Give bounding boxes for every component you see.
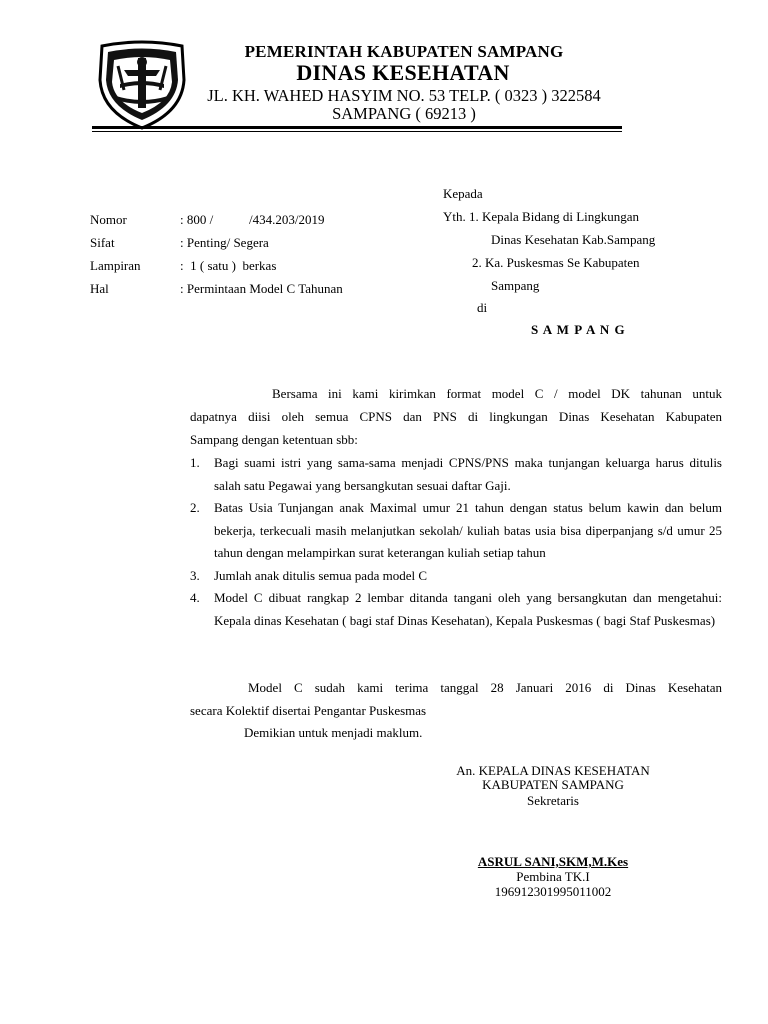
- list-item: [190, 565, 722, 588]
- provisions-list: [190, 452, 722, 632]
- list-item: [190, 452, 722, 497]
- recipient-di: di: [477, 300, 488, 315]
- recipient-kepada: Kepada: [443, 186, 483, 201]
- recipient-city: S A M P A N G: [531, 322, 626, 337]
- letterhead-address: JL. KH. WAHED HASYIM NO. 53 TELP. ( 0323 ) 322584: [207, 86, 601, 105]
- signatory-nip: 196912301995011002: [494, 884, 612, 899]
- intro-line-3: Sampang dengan ketentuan sbb:: [190, 432, 358, 447]
- recipient-line-3: 2. Ka. Puskesmas Se Kabupaten: [472, 255, 640, 270]
- meta-nomor-label: Nomor: [90, 212, 127, 227]
- meta-lampiran-value: : 1 ( satu ) berkas: [180, 258, 277, 273]
- meta-nomor-value: : 800 / /434.203/2019: [180, 212, 325, 227]
- intro-paragraph-line-1-wrap: [190, 386, 722, 402]
- list-item-number: 2.: [190, 500, 200, 515]
- list-item-number: 3.: [190, 567, 200, 583]
- intro-line-1: Bersama ini kami kirimkan format model C / model DK tahunan untuk: [272, 386, 722, 401]
- recipient-line-4: Sampang: [491, 278, 540, 293]
- signatory-name: ASRUL SANI,SKM,M.Kes: [477, 854, 629, 869]
- meta-lampiran-label: Lampiran: [90, 258, 141, 273]
- closing-line-1-wrap: [190, 680, 722, 696]
- list-item-text: Model C dibuat rangkap 2 lembar ditanda tangani oleh yang bersangkutan dan mengetahui: Kepala dinas Kesehatan ( bagi staf Dinas Kesehatan), Kepala Puskesmas ( bagi Staf Puskesmas): [214, 590, 722, 628]
- closing-line-2: secara Kolektif disertai Pengantar Puskesmas: [190, 703, 427, 718]
- list-item: [190, 587, 722, 632]
- list-item-text: Batas Usia Tunjangan anak Maximal umur 21 tahun dengan status belum kawin dan belum bekerja, terkecuali masih melanjutkan sekolah/ kuliah batas usia bisa diperpanjang s/d umur 25 tahun dengan melampirkan surat keterangan kuliah setiap tahun: [214, 500, 722, 560]
- recipient-line-2: Dinas Kesehatan Kab.Sampang: [491, 232, 656, 247]
- intro-line-2: dapatnya diisi oleh semua CPNS dan PNS di lingkungan Dinas Kesehatan Kabupaten: [190, 409, 722, 424]
- letterhead-agency: DINAS KESEHATAN: [296, 60, 510, 85]
- signature-title-line-1: An. KEPALA DINAS KESEHATAN: [456, 763, 650, 778]
- meta-hal-value: : Permintaan Model C Tahunan: [180, 281, 343, 296]
- recipient-line-1: Yth. 1. Kepala Bidang di Lingkungan: [443, 209, 640, 224]
- meta-sifat-label: Sifat: [90, 235, 115, 250]
- letterhead-divider-thick: [92, 126, 622, 129]
- meta-hal-label: Hal: [90, 281, 109, 296]
- letterhead-divider-thin: [92, 131, 622, 132]
- signature-title-line-2: KABUPATEN SAMPANG: [482, 777, 624, 792]
- list-item-text: Jumlah anak ditulis semua pada model C: [214, 567, 428, 583]
- signature-position: Sekretaris: [527, 793, 579, 808]
- letterhead-government: PEMERINTAH KABUPATEN SAMPANG: [244, 42, 564, 61]
- closing-line-1: Model C sudah kami terima tanggal 28 Januari 2016 di Dinas Kesehatan: [248, 680, 722, 695]
- list-item: [190, 497, 722, 565]
- list-item-number: 1.: [190, 455, 200, 470]
- signatory-rank: Pembina TK.I: [516, 869, 590, 884]
- list-item-number: 4.: [190, 590, 200, 605]
- list-item-text: Bagi suami istri yang sama-sama menjadi CPNS/PNS maka tunjangan keluarga harus ditulis salah satu Pegawai yang bersangkutan sesuai daftar Gaji.: [214, 455, 722, 493]
- meta-sifat-value: : Penting/ Segera: [180, 235, 269, 250]
- letterhead-city: SAMPANG ( 69213 ): [332, 104, 476, 123]
- closing-line-3: Demikian untuk menjadi maklum.: [244, 725, 423, 740]
